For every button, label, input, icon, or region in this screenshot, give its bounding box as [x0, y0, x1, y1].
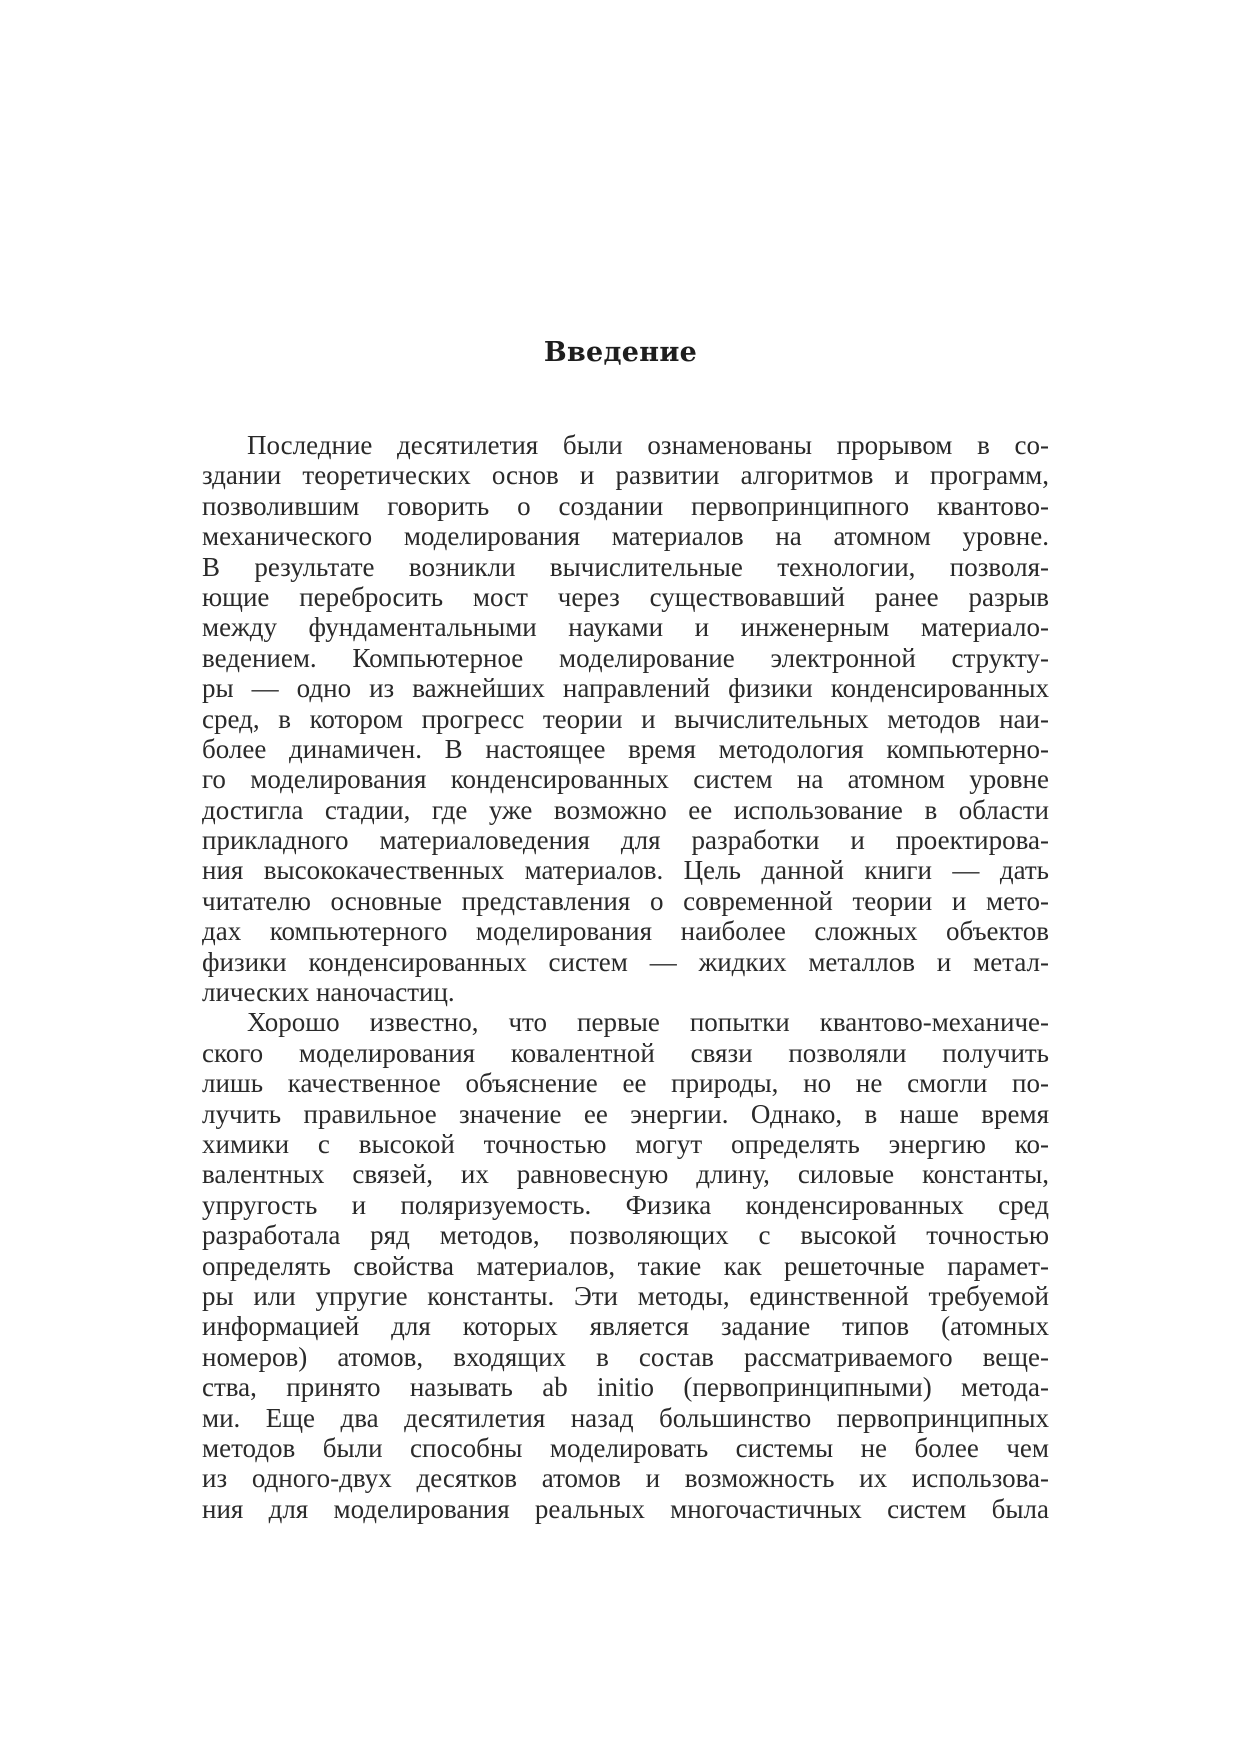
text-line: го моделирования конденсированных систем на атомном уровне	[202, 764, 1049, 795]
text-line: лишь качественное объяснение ее природы, но не смогли по-	[202, 1068, 1049, 1099]
text-line: упругость и поляризуемость. Физика конденсированных сред	[202, 1189, 1049, 1220]
paragraph-2	[202, 1007, 1049, 1524]
text-line: достигла стадии, где уже возможно ее использование в области	[202, 794, 1049, 825]
text-line: валентных связей, их равновесную длину, силовые константы,	[202, 1159, 1049, 1190]
body-text	[202, 430, 1049, 1524]
text-line: лических наночастиц.	[202, 977, 455, 1008]
text-line: сред, в котором прогресс теории и вычислительных методов наи-	[202, 703, 1049, 734]
text-line: ведением. Компьютерное моделирование электронной структу-	[202, 642, 1049, 673]
text-line: более динамичен. В настоящее время методология компьютерно-	[202, 733, 1049, 764]
text-line: читателю основные представления о современной теории и мето-	[202, 885, 1049, 916]
text-line: ства, принято называть ab initio (первопринципными) метода-	[202, 1372, 1049, 1403]
text-line: ры — одно из важнейших направлений физики конденсированных	[202, 673, 1049, 704]
text-line: физики конденсированных систем — жидких металлов и метал-	[202, 946, 1049, 977]
text-line: В результате возникли вычислительные технологии, позволя-	[202, 551, 1049, 582]
text-line: ния для моделирования реальных многочастичных систем была	[202, 1493, 1049, 1524]
text-line: химики с высокой точностью могут определять энергию ко-	[202, 1128, 1049, 1159]
text-line: ми. Еще два десятилетия назад большинство первопринципных	[202, 1402, 1049, 1433]
text-line: определять свойства материалов, такие как решеточные парамет-	[202, 1250, 1049, 1281]
text-line: Хорошо известно, что первые попытки квантово-механиче-	[247, 1007, 1049, 1038]
text-line: между фундаментальными науками и инженерным материало-	[202, 612, 1049, 643]
text-line: прикладного материаловедения для разработки и проектирова-	[202, 825, 1049, 856]
text-line: из одного-двух десятков атомов и возможность их использова-	[202, 1463, 1049, 1494]
text-line: методов были способны моделировать системы не более чем	[202, 1432, 1049, 1463]
text-line: ского моделирования ковалентной связи позволяли получить	[202, 1037, 1049, 1068]
text-line: ния высококачественных материалов. Цель данной книги — дать	[202, 855, 1049, 886]
chapter-heading: Введение	[543, 337, 698, 368]
text-line: номеров) атомов, входящих в состав рассматриваемого веще-	[202, 1341, 1049, 1372]
text-line: здании теоретических основ и развитии алгоритмов и программ,	[202, 460, 1049, 491]
text-line: Последние десятилетия были ознаменованы прорывом в со-	[247, 430, 1049, 460]
paragraph-1	[202, 430, 1049, 1007]
text-line: позволившим говорить о создании первопринципного квантово-	[202, 490, 1049, 521]
text-line: информацией для которых является задание типов (атомных	[202, 1311, 1049, 1342]
text-line: лучить правильное значение ее энергии. Однако, в наше время	[202, 1098, 1049, 1129]
text-line: дах компьютерного моделирования наиболее сложных объектов	[202, 916, 1049, 947]
text-line: ющие перебросить мост через существовавший ранее разрыв	[202, 581, 1049, 612]
text-line: механического моделирования материалов на атомном уровне.	[202, 521, 1049, 552]
text-line: разработала ряд методов, позволяющих с высокой точностью	[202, 1220, 1049, 1251]
text-line: ры или упругие константы. Эти методы, единственной требуемой	[202, 1280, 1049, 1311]
